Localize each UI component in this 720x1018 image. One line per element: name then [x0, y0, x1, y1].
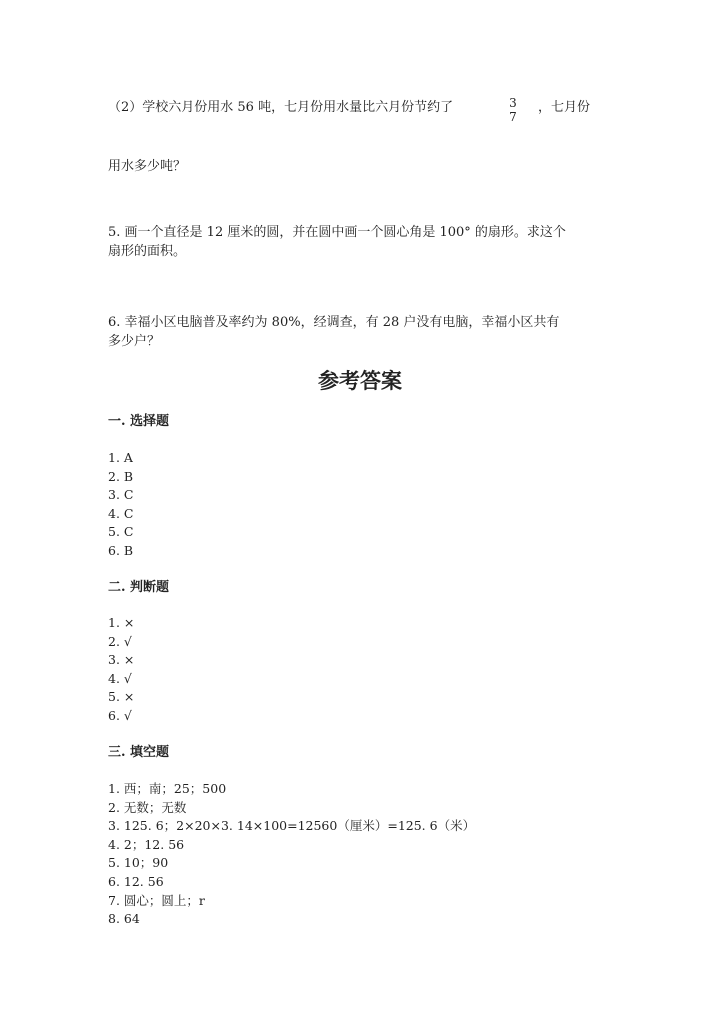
- answer-item: 5. ×: [108, 689, 135, 705]
- answer-item: 6. √: [108, 707, 132, 723]
- question-4-2-text-part1: （2）学校六月份用水 56 吨，七月份用水量比六月份节约了: [108, 100, 454, 115]
- fraction-numerator: 3: [509, 96, 517, 110]
- answer-item: 6. B: [108, 542, 134, 558]
- question-4-2-text-part2: ，七月份: [538, 100, 591, 115]
- answer-item: 1. 西；南；25；500: [108, 781, 227, 796]
- question-6-line2: 多少户？: [108, 334, 161, 349]
- answer-item: 1. A: [108, 450, 133, 465]
- answer-item: 2. 无数；无数: [108, 799, 187, 815]
- answer-item: 4. C: [108, 505, 134, 521]
- answer-item: 3. 125. 6；2×20×3. 14×100=12560（厘米）=125. 6（米）: [108, 818, 476, 834]
- answer-list-section-1: [108, 449, 133, 561]
- question-5-line1: 5. 画一个直径是 12 厘米的圆，并在圆中画一个圆心角是 100° 的扇形。求这个: [108, 225, 566, 240]
- answer-item: 8. 64: [108, 911, 140, 927]
- answer-item: 7. 圆心；圆上；r: [108, 892, 205, 908]
- answer-item: 4. √: [108, 670, 132, 686]
- section-3-heading: 三. 填空题: [108, 745, 170, 760]
- section-1-heading: 一. 选择题: [108, 414, 170, 429]
- answer-item: 5. 10；90: [108, 855, 169, 871]
- section-2-heading: 二. 判断题: [108, 580, 170, 595]
- question-6-line1: 6. 幸福小区电脑普及率约为 80%，经调查，有 28 户没有电脑，幸福小区共有: [108, 315, 560, 330]
- question-4-2-text-line2: 用水多少吨？: [108, 159, 187, 174]
- answer-item: 2. B: [108, 468, 134, 484]
- fraction-denominator: 7: [509, 110, 517, 124]
- answers-title: 参考答案: [318, 368, 402, 393]
- answer-item: 4. 2；12. 56: [108, 836, 185, 852]
- answer-list-section-3: [108, 780, 475, 929]
- fraction-three-sevenths: [506, 96, 520, 124]
- answer-item: 1. ×: [108, 615, 135, 630]
- answer-item: 3. C: [108, 487, 134, 503]
- answer-item: 3. ×: [108, 652, 135, 668]
- question-5-line2: 扇形的面积。: [108, 244, 187, 259]
- answer-item: 2. √: [108, 633, 132, 649]
- answer-item: 5. C: [108, 524, 134, 540]
- answer-list-section-2: [108, 614, 134, 726]
- answer-item: 6. 12. 56: [108, 873, 164, 889]
